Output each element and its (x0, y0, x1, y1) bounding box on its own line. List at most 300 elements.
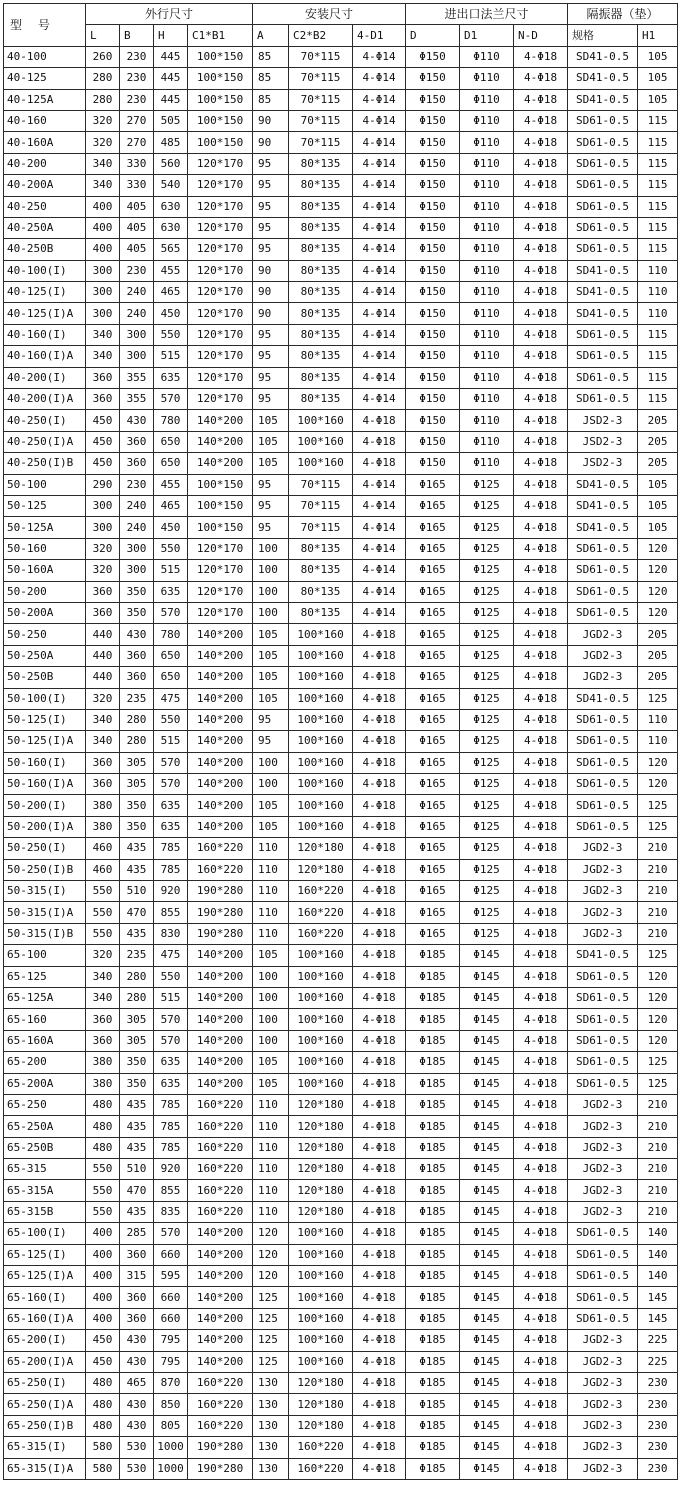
cell-nd: 4-Φ18 (514, 1073, 568, 1094)
install-dimensions-header: 安装尺寸 (253, 4, 406, 25)
cell-a: 100 (253, 987, 289, 1008)
cell-b: 285 (120, 1223, 154, 1244)
cell-4d1: 4-Φ18 (353, 987, 406, 1008)
table-row (4, 1415, 678, 1436)
cell-l: 340 (86, 175, 120, 196)
cell-model: 50-250B (4, 667, 86, 688)
cell-h: 550 (154, 538, 188, 559)
cell-d1: Φ125 (460, 795, 514, 816)
cell-a: 105 (253, 1052, 289, 1073)
cell-a: 90 (253, 132, 289, 153)
cell-c1b1: 120*170 (188, 538, 253, 559)
cell-l: 360 (86, 389, 120, 410)
cell-model: 65-250(I)B (4, 1415, 86, 1436)
table-row (4, 1437, 678, 1458)
col-header-d1: D1 (460, 25, 514, 46)
cell-d1: Φ145 (460, 945, 514, 966)
cell-a: 100 (253, 602, 289, 623)
cell-h: 835 (154, 1201, 188, 1222)
cell-b: 230 (120, 89, 154, 110)
cell-l: 300 (86, 495, 120, 516)
cell-c1b1: 140*200 (188, 966, 253, 987)
cell-d1: Φ125 (460, 517, 514, 538)
cell-model: 50-125 (4, 495, 86, 516)
cell-l: 440 (86, 667, 120, 688)
cell-4d1: 4-Φ14 (353, 196, 406, 217)
cell-b: 430 (120, 1394, 154, 1415)
cell-nd: 4-Φ18 (514, 1415, 568, 1436)
cell-c2b2: 120*180 (289, 1373, 353, 1394)
cell-4d1: 4-Φ18 (353, 881, 406, 902)
cell-a: 105 (253, 1073, 289, 1094)
cell-a: 125 (253, 1330, 289, 1351)
cell-l: 480 (86, 1415, 120, 1436)
cell-spec: SD61-0.5 (568, 367, 638, 388)
cell-d: Φ150 (406, 303, 460, 324)
cell-nd: 4-Φ18 (514, 1009, 568, 1030)
cell-b: 435 (120, 923, 154, 944)
cell-a: 95 (253, 367, 289, 388)
cell-d1: Φ125 (460, 709, 514, 730)
cell-4d1: 4-Φ14 (353, 602, 406, 623)
cell-a: 95 (253, 731, 289, 752)
cell-h1: 105 (638, 474, 678, 495)
cell-c1b1: 140*200 (188, 667, 253, 688)
cell-l: 340 (86, 987, 120, 1008)
cell-c1b1: 160*220 (188, 859, 253, 880)
cell-spec: SD41-0.5 (568, 282, 638, 303)
cell-spec: SD61-0.5 (568, 602, 638, 623)
cell-nd: 4-Φ18 (514, 68, 568, 89)
cell-h1: 115 (638, 153, 678, 174)
cell-l: 380 (86, 1073, 120, 1094)
cell-h: 570 (154, 389, 188, 410)
cell-a: 125 (253, 1308, 289, 1329)
cell-4d1: 4-Φ18 (353, 453, 406, 474)
cell-c2b2: 80*135 (289, 389, 353, 410)
cell-h1: 205 (638, 667, 678, 688)
cell-c1b1: 160*220 (188, 838, 253, 859)
cell-c2b2: 160*220 (289, 902, 353, 923)
cell-d1: Φ145 (460, 1223, 514, 1244)
cell-b: 280 (120, 731, 154, 752)
cell-d1: Φ145 (460, 1458, 514, 1479)
cell-d: Φ150 (406, 153, 460, 174)
cell-h1: 120 (638, 774, 678, 795)
cell-spec: JGD2-3 (568, 1330, 638, 1351)
cell-d: Φ165 (406, 688, 460, 709)
cell-l: 480 (86, 1373, 120, 1394)
cell-h: 515 (154, 987, 188, 1008)
cell-c2b2: 120*180 (289, 1094, 353, 1115)
cell-a: 130 (253, 1415, 289, 1436)
cell-h1: 125 (638, 816, 678, 837)
cell-h1: 205 (638, 410, 678, 431)
cell-d1: Φ145 (460, 1073, 514, 1094)
cell-b: 355 (120, 389, 154, 410)
cell-model: 50-200(I)A (4, 816, 86, 837)
cell-b: 350 (120, 581, 154, 602)
cell-h: 635 (154, 1052, 188, 1073)
model-column-header: 型 号 (4, 4, 86, 47)
cell-l: 550 (86, 1180, 120, 1201)
table-row (4, 239, 678, 260)
cell-d: Φ165 (406, 624, 460, 645)
cell-nd: 4-Φ18 (514, 175, 568, 196)
table-row (4, 1223, 678, 1244)
cell-4d1: 4-Φ14 (353, 239, 406, 260)
cell-spec: SD61-0.5 (568, 175, 638, 196)
cell-spec: JGD2-3 (568, 1180, 638, 1201)
cell-b: 465 (120, 1373, 154, 1394)
cell-c1b1: 140*200 (188, 1330, 253, 1351)
cell-l: 480 (86, 1094, 120, 1115)
cell-nd: 4-Φ18 (514, 688, 568, 709)
cell-h: 630 (154, 217, 188, 238)
cell-b: 360 (120, 1244, 154, 1265)
cell-l: 460 (86, 859, 120, 880)
cell-a: 100 (253, 581, 289, 602)
cell-h: 650 (154, 667, 188, 688)
cell-nd: 4-Φ18 (514, 1030, 568, 1051)
cell-l: 400 (86, 1223, 120, 1244)
cell-c2b2: 80*135 (289, 217, 353, 238)
cell-h1: 120 (638, 1009, 678, 1030)
cell-nd: 4-Φ18 (514, 581, 568, 602)
cell-a: 110 (253, 1116, 289, 1137)
table-row (4, 367, 678, 388)
cell-c2b2: 70*115 (289, 68, 353, 89)
cell-a: 125 (253, 1351, 289, 1372)
cell-b: 235 (120, 945, 154, 966)
cell-a: 105 (253, 624, 289, 645)
cell-a: 125 (253, 1287, 289, 1308)
cell-4d1: 4-Φ18 (353, 795, 406, 816)
cell-d: Φ150 (406, 217, 460, 238)
cell-4d1: 4-Φ18 (353, 1308, 406, 1329)
cell-4d1: 4-Φ18 (353, 1394, 406, 1415)
cell-l: 400 (86, 1287, 120, 1308)
cell-h1: 110 (638, 709, 678, 730)
cell-c1b1: 100*150 (188, 474, 253, 495)
cell-c1b1: 120*170 (188, 153, 253, 174)
cell-b: 360 (120, 1308, 154, 1329)
cell-d1: Φ125 (460, 602, 514, 623)
cell-a: 95 (253, 217, 289, 238)
cell-c2b2: 70*115 (289, 132, 353, 153)
cell-b: 270 (120, 110, 154, 131)
table-body (4, 46, 678, 1479)
cell-h: 780 (154, 410, 188, 431)
cell-d: Φ185 (406, 966, 460, 987)
cell-c1b1: 100*150 (188, 495, 253, 516)
cell-4d1: 4-Φ18 (353, 816, 406, 837)
cell-c1b1: 140*200 (188, 645, 253, 666)
table-row (4, 731, 678, 752)
cell-d1: Φ125 (460, 667, 514, 688)
cell-h1: 225 (638, 1351, 678, 1372)
cell-d1: Φ145 (460, 1373, 514, 1394)
cell-4d1: 4-Φ14 (353, 581, 406, 602)
cell-c1b1: 140*200 (188, 945, 253, 966)
cell-d1: Φ110 (460, 431, 514, 452)
cell-c2b2: 100*160 (289, 667, 353, 688)
cell-model: 65-250 (4, 1094, 86, 1115)
cell-c2b2: 100*160 (289, 1030, 353, 1051)
cell-h: 515 (154, 731, 188, 752)
cell-model: 65-250A (4, 1116, 86, 1137)
cell-d: Φ150 (406, 132, 460, 153)
cell-h1: 105 (638, 495, 678, 516)
cell-4d1: 4-Φ14 (353, 324, 406, 345)
cell-model: 40-160A (4, 132, 86, 153)
cell-d1: Φ145 (460, 1116, 514, 1137)
cell-nd: 4-Φ18 (514, 1351, 568, 1372)
cell-a: 110 (253, 1201, 289, 1222)
cell-l: 380 (86, 816, 120, 837)
cell-c2b2: 100*160 (289, 774, 353, 795)
cell-c1b1: 190*280 (188, 902, 253, 923)
cell-d: Φ185 (406, 945, 460, 966)
cell-4d1: 4-Φ18 (353, 1437, 406, 1458)
cell-d: Φ185 (406, 1137, 460, 1158)
cell-spec: JSD2-3 (568, 410, 638, 431)
cell-d: Φ150 (406, 324, 460, 345)
cell-model: 40-100(I) (4, 260, 86, 281)
cell-model: 40-100 (4, 46, 86, 67)
cell-h1: 120 (638, 966, 678, 987)
cell-h: 475 (154, 688, 188, 709)
cell-4d1: 4-Φ18 (353, 1137, 406, 1158)
cell-h1: 210 (638, 881, 678, 902)
cell-c2b2: 100*160 (289, 688, 353, 709)
cell-b: 240 (120, 282, 154, 303)
table-row (4, 1094, 678, 1115)
cell-b: 350 (120, 795, 154, 816)
table-row (4, 902, 678, 923)
table-row (4, 774, 678, 795)
cell-c2b2: 100*160 (289, 431, 353, 452)
cell-h1: 210 (638, 838, 678, 859)
cell-h1: 120 (638, 752, 678, 773)
cell-l: 400 (86, 1266, 120, 1287)
cell-c1b1: 120*170 (188, 581, 253, 602)
cell-h: 515 (154, 346, 188, 367)
cell-l: 450 (86, 1330, 120, 1351)
cell-model: 40-125(I) (4, 282, 86, 303)
cell-l: 480 (86, 1137, 120, 1158)
cell-c2b2: 70*115 (289, 495, 353, 516)
cell-c1b1: 120*170 (188, 346, 253, 367)
cell-nd: 4-Φ18 (514, 1116, 568, 1137)
cell-4d1: 4-Φ14 (353, 153, 406, 174)
cell-c1b1: 140*200 (188, 987, 253, 1008)
cell-c2b2: 100*160 (289, 1052, 353, 1073)
cell-d: Φ165 (406, 560, 460, 581)
cell-b: 435 (120, 838, 154, 859)
cell-c1b1: 100*150 (188, 68, 253, 89)
cell-c2b2: 100*160 (289, 987, 353, 1008)
cell-spec: JGD2-3 (568, 1094, 638, 1115)
table-row (4, 46, 678, 67)
table-row (4, 560, 678, 581)
cell-c2b2: 100*160 (289, 1244, 353, 1265)
cell-model: 40-125A (4, 89, 86, 110)
cell-a: 85 (253, 46, 289, 67)
cell-d1: Φ145 (460, 1201, 514, 1222)
cell-model: 40-250A (4, 217, 86, 238)
cell-spec: SD61-0.5 (568, 196, 638, 217)
table-row (4, 688, 678, 709)
table-row (4, 1308, 678, 1329)
cell-h1: 210 (638, 1116, 678, 1137)
table-row (4, 110, 678, 131)
cell-model: 50-200(I) (4, 795, 86, 816)
cell-l: 480 (86, 1116, 120, 1137)
cell-nd: 4-Φ18 (514, 1180, 568, 1201)
cell-d: Φ185 (406, 1009, 460, 1030)
cell-4d1: 4-Φ18 (353, 1159, 406, 1180)
cell-l: 290 (86, 474, 120, 495)
cell-spec: SD41-0.5 (568, 68, 638, 89)
cell-4d1: 4-Φ18 (353, 1330, 406, 1351)
cell-spec: SD61-0.5 (568, 774, 638, 795)
cell-c1b1: 140*200 (188, 1009, 253, 1030)
cell-model: 40-125(I)A (4, 303, 86, 324)
cell-model: 65-250B (4, 1137, 86, 1158)
cell-model: 40-160 (4, 110, 86, 131)
cell-c1b1: 190*280 (188, 881, 253, 902)
cell-l: 400 (86, 217, 120, 238)
cell-d: Φ165 (406, 602, 460, 623)
cell-l: 460 (86, 838, 120, 859)
cell-spec: SD61-0.5 (568, 132, 638, 153)
table-row (4, 816, 678, 837)
cell-c1b1: 120*170 (188, 389, 253, 410)
cell-d: Φ150 (406, 389, 460, 410)
cell-b: 350 (120, 602, 154, 623)
cell-model: 65-160 (4, 1009, 86, 1030)
cell-c2b2: 100*160 (289, 1351, 353, 1372)
cell-nd: 4-Φ18 (514, 560, 568, 581)
cell-c2b2: 120*180 (289, 838, 353, 859)
cell-h1: 210 (638, 1137, 678, 1158)
cell-b: 280 (120, 709, 154, 730)
cell-c1b1: 140*200 (188, 431, 253, 452)
cell-d1: Φ125 (460, 731, 514, 752)
cell-h1: 115 (638, 389, 678, 410)
cell-b: 230 (120, 68, 154, 89)
cell-l: 400 (86, 196, 120, 217)
cell-b: 405 (120, 217, 154, 238)
cell-l: 550 (86, 881, 120, 902)
cell-d: Φ185 (406, 1394, 460, 1415)
cell-b: 470 (120, 902, 154, 923)
cell-4d1: 4-Φ18 (353, 774, 406, 795)
table-row (4, 132, 678, 153)
cell-l: 400 (86, 239, 120, 260)
cell-h1: 120 (638, 1030, 678, 1051)
cell-d: Φ165 (406, 667, 460, 688)
cell-b: 360 (120, 453, 154, 474)
cell-spec: JGD2-3 (568, 1137, 638, 1158)
cell-nd: 4-Φ18 (514, 881, 568, 902)
cell-nd: 4-Φ18 (514, 260, 568, 281)
cell-4d1: 4-Φ18 (353, 709, 406, 730)
cell-nd: 4-Φ18 (514, 923, 568, 944)
cell-h: 855 (154, 902, 188, 923)
cell-h: 445 (154, 68, 188, 89)
cell-l: 300 (86, 517, 120, 538)
cell-4d1: 4-Φ18 (353, 1351, 406, 1372)
cell-h: 650 (154, 645, 188, 666)
cell-d: Φ150 (406, 431, 460, 452)
cell-b: 230 (120, 260, 154, 281)
cell-a: 95 (253, 389, 289, 410)
cell-4d1: 4-Φ14 (353, 517, 406, 538)
cell-c2b2: 160*220 (289, 923, 353, 944)
cell-h: 785 (154, 859, 188, 880)
cell-h: 635 (154, 581, 188, 602)
cell-nd: 4-Φ18 (514, 1287, 568, 1308)
cell-l: 400 (86, 1308, 120, 1329)
cell-4d1: 4-Φ18 (353, 1030, 406, 1051)
cell-h1: 110 (638, 282, 678, 303)
table-row (4, 324, 678, 345)
cell-a: 100 (253, 752, 289, 773)
cell-d: Φ185 (406, 1351, 460, 1372)
cell-spec: SD61-0.5 (568, 752, 638, 773)
table-row (4, 1116, 678, 1137)
cell-d1: Φ145 (460, 1351, 514, 1372)
cell-model: 65-160A (4, 1030, 86, 1051)
table-row (4, 945, 678, 966)
cell-c1b1: 140*200 (188, 688, 253, 709)
cell-model: 50-200A (4, 602, 86, 623)
cell-l: 320 (86, 132, 120, 153)
cell-c1b1: 120*170 (188, 239, 253, 260)
cell-4d1: 4-Φ14 (353, 538, 406, 559)
cell-a: 100 (253, 538, 289, 559)
cell-c2b2: 100*160 (289, 1223, 353, 1244)
cell-h: 660 (154, 1287, 188, 1308)
cell-h1: 110 (638, 260, 678, 281)
cell-h: 570 (154, 774, 188, 795)
cell-4d1: 4-Φ18 (353, 1052, 406, 1073)
cell-h: 560 (154, 153, 188, 174)
cell-b: 435 (120, 859, 154, 880)
cell-spec: SD61-0.5 (568, 795, 638, 816)
cell-spec: SD61-0.5 (568, 581, 638, 602)
cell-b: 305 (120, 752, 154, 773)
table-row (4, 881, 678, 902)
cell-spec: SD61-0.5 (568, 1052, 638, 1073)
cell-d: Φ185 (406, 1373, 460, 1394)
cell-l: 450 (86, 410, 120, 431)
table-row (4, 1244, 678, 1265)
cell-d1: Φ125 (460, 923, 514, 944)
cell-h: 465 (154, 282, 188, 303)
cell-c1b1: 140*200 (188, 1052, 253, 1073)
cell-c1b1: 160*220 (188, 1094, 253, 1115)
cell-l: 280 (86, 89, 120, 110)
cell-h1: 115 (638, 217, 678, 238)
cell-a: 90 (253, 260, 289, 281)
table-row (4, 752, 678, 773)
cell-b: 280 (120, 966, 154, 987)
cell-c2b2: 80*135 (289, 560, 353, 581)
cell-spec: SD61-0.5 (568, 731, 638, 752)
